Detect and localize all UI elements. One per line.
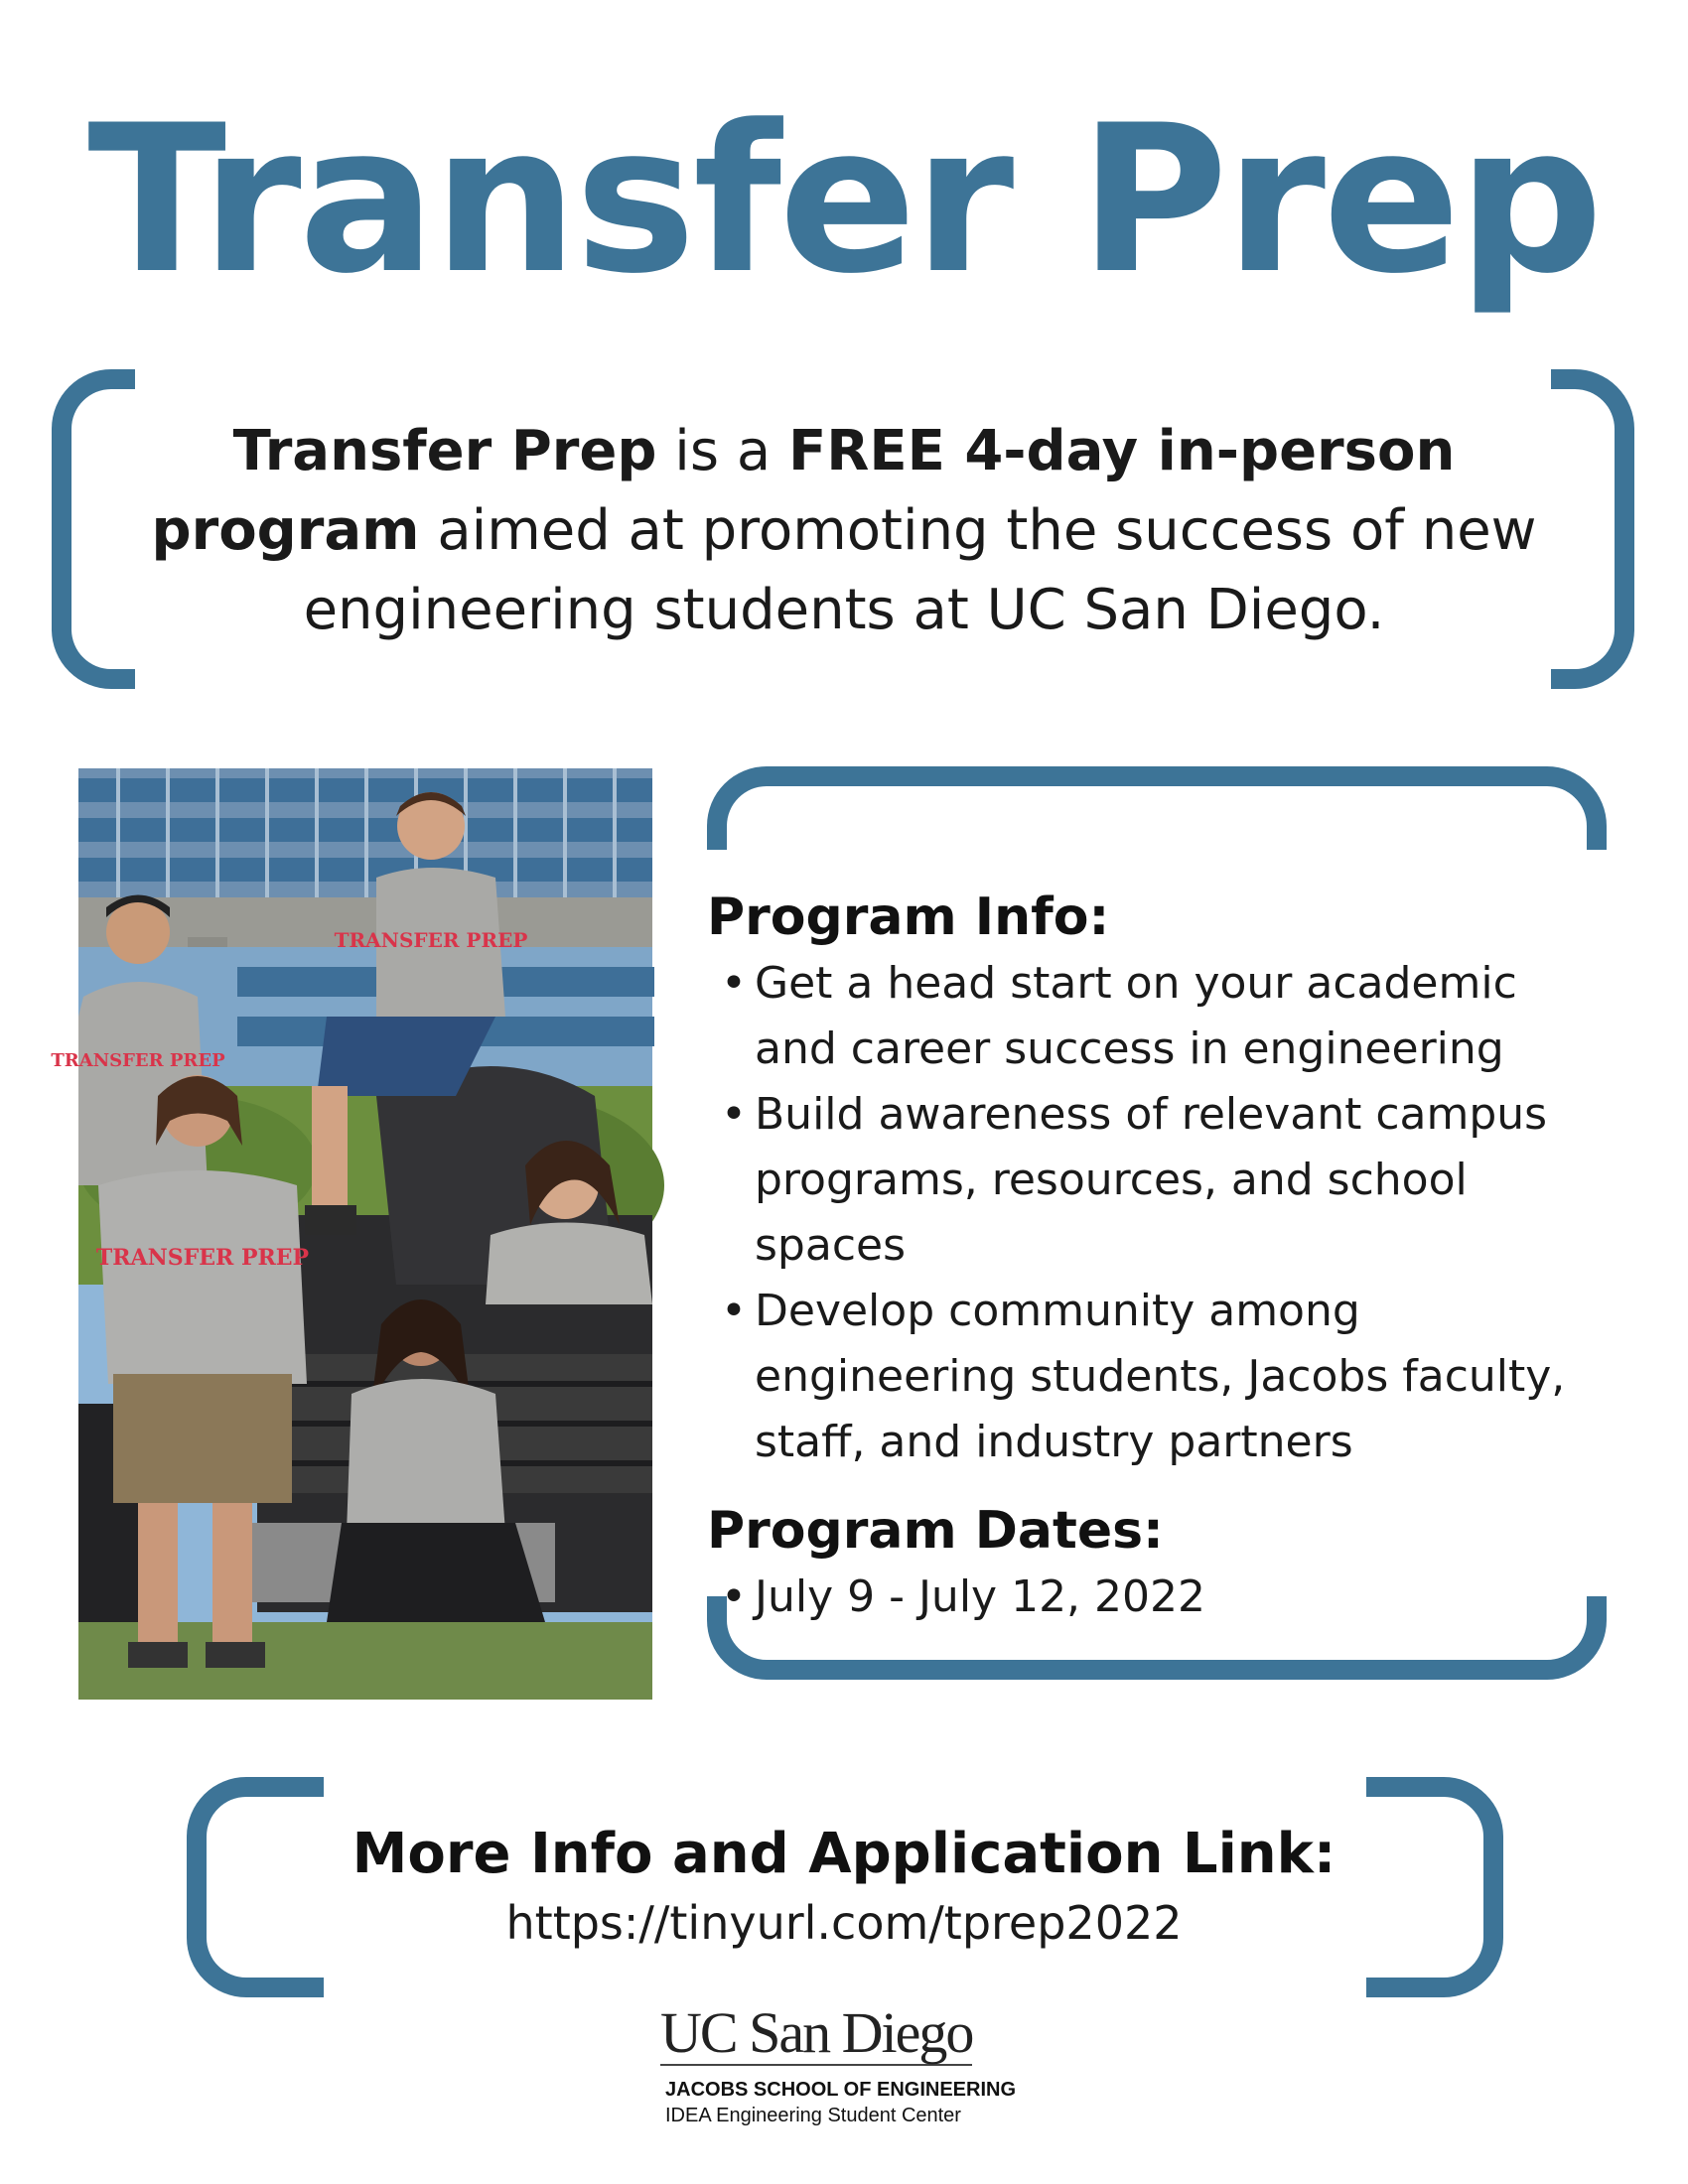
program-info-item: Develop community among engineering students, Jacobs faculty, staff, and industry partners — [755, 1286, 1566, 1467]
bullet-glyph: • — [721, 958, 747, 1009]
center-name: IDEA Engineering Student Center — [665, 2105, 961, 2126]
list-item — [707, 951, 1581, 1082]
bullet-glyph: • — [721, 1571, 747, 1622]
application-link[interactable]: https://tinyurl.com/tprep2022 — [505, 1896, 1183, 1950]
program-info-section — [707, 887, 1581, 1630]
intro-highlight: FREE 4-day in-person program — [151, 419, 1456, 563]
intro-bracket-right — [1551, 369, 1634, 689]
program-info-list — [707, 951, 1581, 1475]
bullet-glyph: • — [721, 1089, 747, 1140]
program-info-item: Build awareness of relevant campus programs, resources, and school spaces — [755, 1089, 1548, 1271]
intro-text-a: is a — [656, 419, 788, 483]
list-item — [707, 1565, 1581, 1630]
intro-text-b: aimed at promoting the success of new engineering students at UC San Diego. — [303, 498, 1537, 642]
more-info-heading: More Info and Application Link: — [352, 1822, 1336, 1886]
program-dates-heading: Program Dates: — [707, 1501, 1164, 1561]
list-item — [707, 1279, 1581, 1475]
intro-bracket-left — [52, 369, 135, 689]
page-title: Transfer Prep — [87, 82, 1601, 319]
shirt-logo-text: TRANSFER PREP — [95, 1245, 310, 1271]
program-dates-list — [707, 1565, 1581, 1630]
intro-program-name: Transfer Prep — [232, 419, 657, 483]
more-info-bracket-left — [187, 1777, 324, 1997]
program-date: July 9 - July 12, 2022 — [755, 1571, 1206, 1622]
shirt-logo-text: TRANSFER PREP — [334, 928, 528, 952]
bullet-glyph: • — [721, 1286, 747, 1336]
intro-paragraph — [149, 412, 1539, 650]
shirt-logo-text: TRANSFER PREP — [51, 1050, 225, 1071]
ucsd-logo: UC San Diego — [660, 2000, 973, 2065]
program-info-heading: Program Info: — [707, 887, 1110, 947]
group-photo — [51, 768, 652, 1700]
program-info-item: Get a head start on your academic and career success in engineering — [755, 958, 1517, 1074]
list-item — [707, 1082, 1581, 1279]
more-info-bracket-right — [1366, 1777, 1503, 1997]
info-bracket-top — [707, 766, 1607, 850]
school-name: JACOBS SCHOOL OF ENGINEERING — [665, 2079, 1017, 2101]
